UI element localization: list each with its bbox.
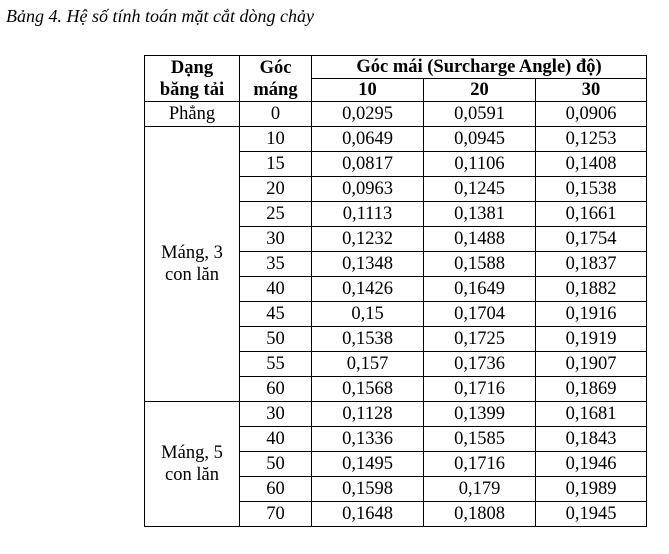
coef-20-cell: 0,1106	[424, 152, 536, 177]
table-row	[145, 402, 647, 427]
coef-10-cell: 0,1538	[312, 327, 424, 352]
trough-angle-cell: 30	[240, 402, 312, 427]
header-angle-10: 10	[312, 79, 424, 102]
coef-10-cell: 0,0295	[312, 102, 424, 127]
coef-10-cell: 0,0963	[312, 177, 424, 202]
belt-type-line2: con lăn	[165, 465, 219, 485]
coef-30-cell: 0,1869	[536, 377, 647, 402]
coef-20-cell: 0,0591	[424, 102, 536, 127]
coef-30-cell: 0,1661	[536, 202, 647, 227]
coef-30-cell: 0,1945	[536, 502, 647, 527]
coef-20-cell: 0,1736	[424, 352, 536, 377]
coef-10-cell: 0,1495	[312, 452, 424, 477]
header-trough-angle-line2: máng	[253, 79, 298, 100]
belt-type-cell	[145, 102, 240, 127]
coef-10-cell: 0,157	[312, 352, 424, 377]
coef-30-cell: 0,1408	[536, 152, 647, 177]
belt-type-line1: Máng, 5	[161, 443, 223, 463]
coef-20-cell: 0,1725	[424, 327, 536, 352]
coef-10-cell: 0,1648	[312, 502, 424, 527]
trough-angle-cell: 25	[240, 202, 312, 227]
trough-angle-cell: 70	[240, 502, 312, 527]
coef-30-cell: 0,1538	[536, 177, 647, 202]
trough-angle-cell: 50	[240, 452, 312, 477]
coef-10-cell: 0,1426	[312, 277, 424, 302]
coef-30-cell: 0,1907	[536, 352, 647, 377]
trough-angle-cell: 10	[240, 127, 312, 152]
coef-20-cell: 0,1585	[424, 427, 536, 452]
trough-angle-cell: 30	[240, 227, 312, 252]
belt-type-line2: con lăn	[165, 265, 219, 285]
coef-30-cell: 0,1919	[536, 327, 647, 352]
belt-type-cell	[145, 402, 240, 527]
trough-angle-cell: 40	[240, 427, 312, 452]
trough-angle-cell: 50	[240, 327, 312, 352]
coef-10-cell: 0,15	[312, 302, 424, 327]
belt-type-cell	[145, 127, 240, 402]
coef-20-cell: 0,1716	[424, 452, 536, 477]
table-row	[145, 102, 647, 127]
table-caption: Bảng 4. Hệ số tính toán mặt cắt dòng chảy	[6, 6, 314, 26]
coef-10-cell: 0,1232	[312, 227, 424, 252]
trough-angle-cell: 35	[240, 252, 312, 277]
trough-angle-cell: 0	[240, 102, 312, 127]
header-belt-type-line1: Dạng	[170, 57, 214, 78]
header-angle-30: 30	[536, 79, 647, 102]
table-row	[145, 127, 647, 152]
coef-20-cell: 0,1704	[424, 302, 536, 327]
coef-30-cell: 0,1882	[536, 277, 647, 302]
trough-angle-cell: 60	[240, 477, 312, 502]
coef-20-cell: 0,1245	[424, 177, 536, 202]
coef-20-cell: 0,1488	[424, 227, 536, 252]
belt-type-line1: Máng, 3	[161, 243, 223, 263]
header-trough-angle-line1: Góc	[259, 57, 292, 78]
trough-angle-cell: 55	[240, 352, 312, 377]
coef-20-cell: 0,1716	[424, 377, 536, 402]
trough-angle-cell: 60	[240, 377, 312, 402]
coef-10-cell: 0,1113	[312, 202, 424, 227]
header-belt-type	[145, 56, 240, 102]
coef-10-cell: 0,1598	[312, 477, 424, 502]
coef-30-cell: 0,1837	[536, 252, 647, 277]
coef-20-cell: 0,1588	[424, 252, 536, 277]
table-header	[145, 56, 647, 102]
coef-10-cell: 0,1568	[312, 377, 424, 402]
coef-10-cell: 0,1128	[312, 402, 424, 427]
coef-20-cell: 0,0945	[424, 127, 536, 152]
trough-angle-cell: 20	[240, 177, 312, 202]
trough-angle-cell: 15	[240, 152, 312, 177]
coef-30-cell: 0,1916	[536, 302, 647, 327]
coef-20-cell: 0,179	[424, 477, 536, 502]
trough-angle-cell: 40	[240, 277, 312, 302]
header-surcharge-angle: Góc mái (Surcharge Angle) độ)	[312, 56, 647, 79]
header-angle-20: 20	[424, 79, 536, 102]
coef-30-cell: 0,1253	[536, 127, 647, 152]
coef-30-cell: 0,1843	[536, 427, 647, 452]
coef-20-cell: 0,1381	[424, 202, 536, 227]
coef-10-cell: 0,0817	[312, 152, 424, 177]
coef-20-cell: 0,1649	[424, 277, 536, 302]
coef-30-cell: 0,0906	[536, 102, 647, 127]
coef-30-cell: 0,1989	[536, 477, 647, 502]
coef-30-cell: 0,1946	[536, 452, 647, 477]
header-belt-type-line2: băng tải	[159, 79, 225, 100]
coef-10-cell: 0,1336	[312, 427, 424, 452]
belt-type-line1: Phẳng	[168, 104, 216, 124]
trough-angle-cell: 45	[240, 302, 312, 327]
coef-30-cell: 0,1754	[536, 227, 647, 252]
coef-10-cell: 0,0649	[312, 127, 424, 152]
coef-20-cell: 0,1399	[424, 402, 536, 427]
header-trough-angle	[240, 56, 312, 102]
coefficient-table	[144, 55, 647, 527]
coef-30-cell: 0,1681	[536, 402, 647, 427]
coef-20-cell: 0,1808	[424, 502, 536, 527]
coef-10-cell: 0,1348	[312, 252, 424, 277]
table-body	[145, 102, 647, 527]
